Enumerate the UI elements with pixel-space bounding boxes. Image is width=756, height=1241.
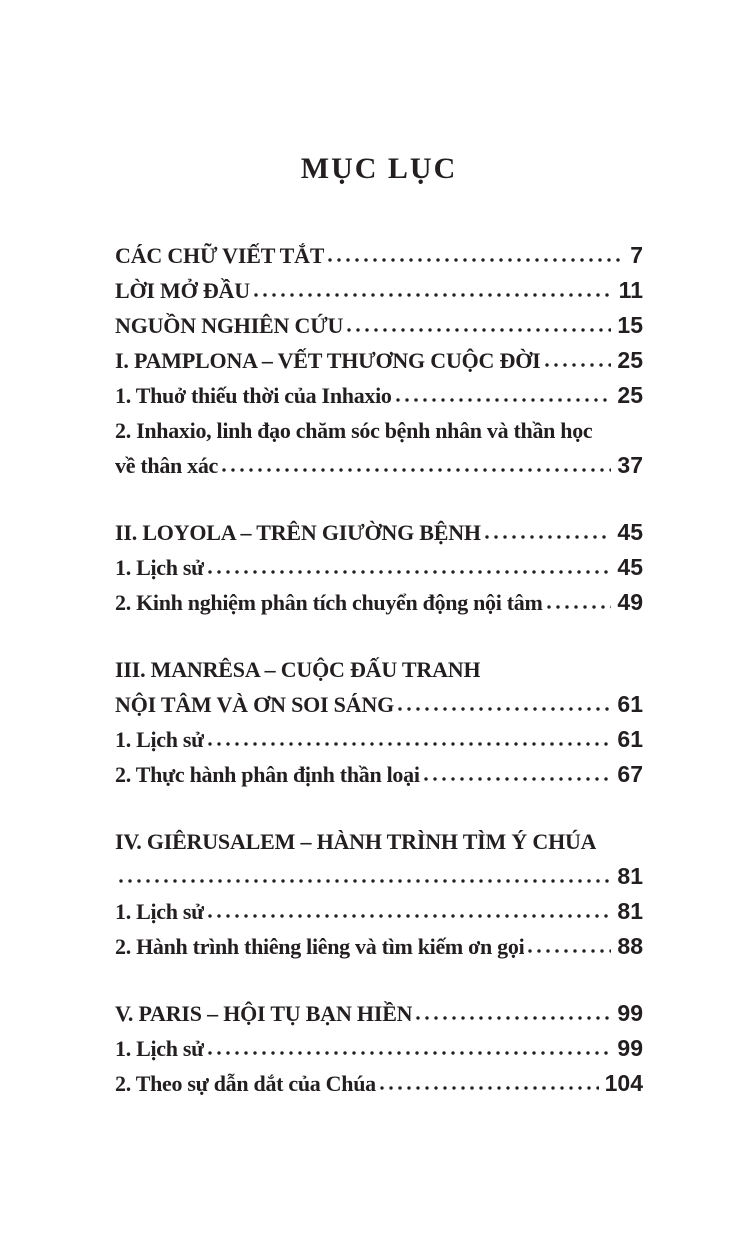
toc-entry-text: 1. Lịch sử [115,555,205,580]
dot-leader [393,378,613,413]
toc-row [115,550,643,585]
toc-row [115,308,643,343]
dot-leader [116,859,612,894]
toc-row [115,1066,643,1101]
dot-leader [482,515,613,550]
toc-row [115,996,643,1031]
toc-row [115,929,643,964]
toc-row [115,1031,643,1066]
toc-entry-text: LỜI MỞ ĐẦU [115,278,250,303]
toc-page-number: 7 [630,242,643,268]
toc-row [115,378,643,413]
toc-entry-text: 2. Thực hành phân định thần loại [115,762,420,787]
dot-leader [205,550,612,585]
toc-entry-text: NỘI TÂM VÀ ƠN SOI SÁNG [115,692,395,717]
dot-leader [377,1066,600,1101]
toc-list [115,238,643,1101]
toc-page-number: 104 [604,1070,643,1096]
dot-leader [421,757,613,792]
toc-entry-text: CÁC CHỮ VIẾT TẮT [115,243,325,268]
dot-leader [325,238,625,273]
toc-entry-text: IV. GIÊRUSALEM – HÀNH TRÌNH TÌM Ý CHÚA [115,829,597,854]
toc-entry-text: II. LOYOLA – TRÊN GIƯỜNG BỆNH [115,520,481,545]
dot-leader [542,343,613,378]
dot-leader [219,448,612,483]
toc-entry-text: 1. Thuở thiếu thời của Inhaxio [115,383,392,408]
dot-leader [525,929,612,964]
toc-row [115,585,643,620]
toc-row [115,343,643,378]
toc-page-number: 49 [617,589,643,615]
toc-page-number: 15 [617,312,643,338]
toc-entry-text: 2. Theo sự dẫn dắt của Chúa [115,1071,376,1096]
toc-page-number: 25 [617,382,643,408]
toc-row [115,824,643,859]
dot-leader [251,273,614,308]
toc-entry-text: 2. Kinh nghiệm phân tích chuyển động nội tâm [115,590,543,615]
toc-page-number: 67 [617,761,643,787]
page-title: MỤC LỤC [300,152,458,185]
toc-entry-text: III. MANRÊSA – CUỘC ĐẤU TRANH [115,657,481,682]
toc-entry-text: 1. Lịch sử [115,727,205,752]
toc-row [115,448,643,483]
toc-page-number: 11 [618,277,643,303]
toc-row [115,413,643,448]
toc-row [115,515,643,550]
toc-page-number: 37 [617,452,643,478]
toc-row [115,722,643,757]
dot-leader [544,585,613,620]
toc-row [115,757,643,792]
toc-entry-text: NGUỒN NGHIÊN CỨU [115,313,344,338]
toc-page-number: 88 [617,933,643,959]
dot-leader [413,996,612,1031]
dot-leader [205,722,612,757]
dot-leader [395,687,612,722]
toc-entry-text: 2. Hành trình thiêng liêng và tìm kiếm ơn gọi [115,934,525,959]
dot-leader [344,308,612,343]
toc-entry-text: V. PARIS – HỘI TỤ BẠN HIỀN [115,1001,413,1026]
toc-page-number: 61 [617,691,643,717]
toc-page-number: 45 [617,554,643,580]
toc-page-number: 99 [617,1000,643,1026]
toc-page-number: 81 [617,863,643,889]
toc-entry-text: I. PAMPLONA – VẾT THƯƠNG CUỘC ĐỜI [115,348,541,373]
dot-leader [205,1031,612,1066]
toc-page-number: 45 [617,519,643,545]
toc-page-number: 61 [617,726,643,752]
toc-entry-text: 1. Lịch sử [115,1036,205,1061]
toc-row [115,687,643,722]
toc-row [115,859,643,894]
toc-row [115,652,643,687]
toc-row [115,238,643,273]
toc-entry-text: 1. Lịch sử [115,899,205,924]
toc-page-number: 81 [617,898,643,924]
toc-row [115,273,643,308]
toc-row [115,894,643,929]
toc-page-number: 99 [617,1035,643,1061]
toc-entry-text: 2. Inhaxio, linh đạo chăm sóc bệnh nhân và thần học [115,418,593,443]
dot-leader [205,894,612,929]
toc-page-number: 25 [617,347,643,373]
toc-entry-text: về thân xác [115,453,219,478]
